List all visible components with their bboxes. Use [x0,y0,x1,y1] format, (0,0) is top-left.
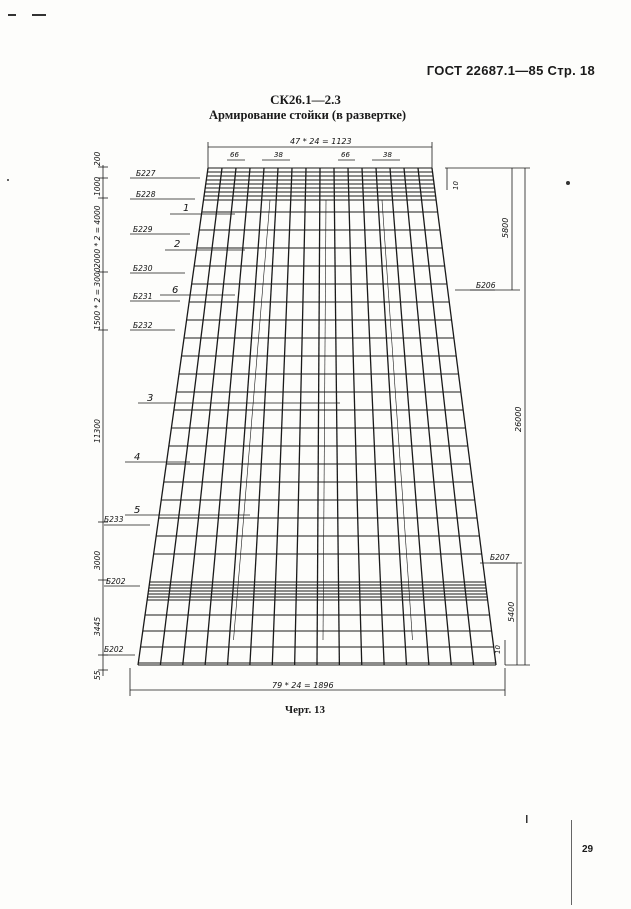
top-spacing-a: 66 [230,151,239,159]
mark-b228: Б228 [136,190,156,199]
dim-55: 55 [93,670,102,680]
vertical-bar [418,168,474,665]
dim-3445: 3445 [93,616,102,636]
figure-caption: Черт. 13 [285,704,326,716]
bottom-total-dimension: 79 * 24 = 1896 [272,681,334,690]
drawing-subtitle: Армирование стойки (в развертке) [208,108,407,122]
vertical-bar [334,168,339,665]
mark-b232: Б232 [133,321,153,330]
dim-3000-upper: 1500 * 2 = 3000 [93,267,102,330]
vertical-bar [390,168,429,665]
position-2: 2 [174,239,181,250]
dim-right-10-top: 10 [452,181,460,190]
dim-right-26000: 26000 [514,406,523,432]
vertical-bar [404,168,451,665]
position-5: 5 [134,505,141,516]
scan-marks [7,14,570,823]
document-reference: ГОСТ 22687.1—85 Стр. 18 [426,63,595,78]
bar-mark-leaders [104,178,515,655]
position-1: 1 [183,203,190,214]
vertical-bar [348,168,362,665]
dim-right-10-bottom: 10 [494,645,502,654]
dim-3000-lower: 3000 [93,550,102,570]
vertical-bar [138,168,208,665]
page-number: 29 [582,844,594,855]
mark-b229: Б229 [133,225,153,234]
dim-4000: 2000 * 2 = 4000 [93,205,102,268]
reinforcement-grid [138,168,496,665]
dim-right-5400: 5400 [507,601,516,622]
position-6: 6 [172,285,179,296]
drawing-code: СК26.1—2.3 [270,92,341,107]
mark-b207: Б207 [490,553,510,562]
position-4: 4 [134,452,141,463]
margin-line [571,820,572,905]
vertical-bar [250,168,278,665]
dim-200: 200 [93,151,102,166]
vertical-bar [272,168,292,665]
mark-b227: Б227 [136,169,156,178]
mark-b206: Б206 [476,281,496,290]
top-dimension [208,142,432,170]
top-spacing-d: 38 [383,151,392,159]
mark-b233: Б233 [104,515,124,524]
top-spacing-c: 66 [341,151,350,159]
vertical-bar [317,168,320,665]
dim-1000: 1000 [93,176,102,196]
position-3: 3 [147,393,154,404]
mark-b231: Б231 [133,292,153,301]
vertical-bar [432,168,496,665]
mark-b202-upper: Б202 [106,577,126,586]
vertical-bar [295,168,306,665]
left-dimension-labels [93,151,102,680]
vertical-bar [228,168,265,665]
dim-right-5800: 5800 [501,217,510,238]
mark-b230: Б230 [133,264,153,273]
dim-11300: 11300 [93,419,102,443]
top-total-dimension: 47 * 24 = 1123 [290,137,352,146]
top-spacing-b: 38 [274,151,283,159]
mark-b202-lower: Б202 [104,645,124,654]
